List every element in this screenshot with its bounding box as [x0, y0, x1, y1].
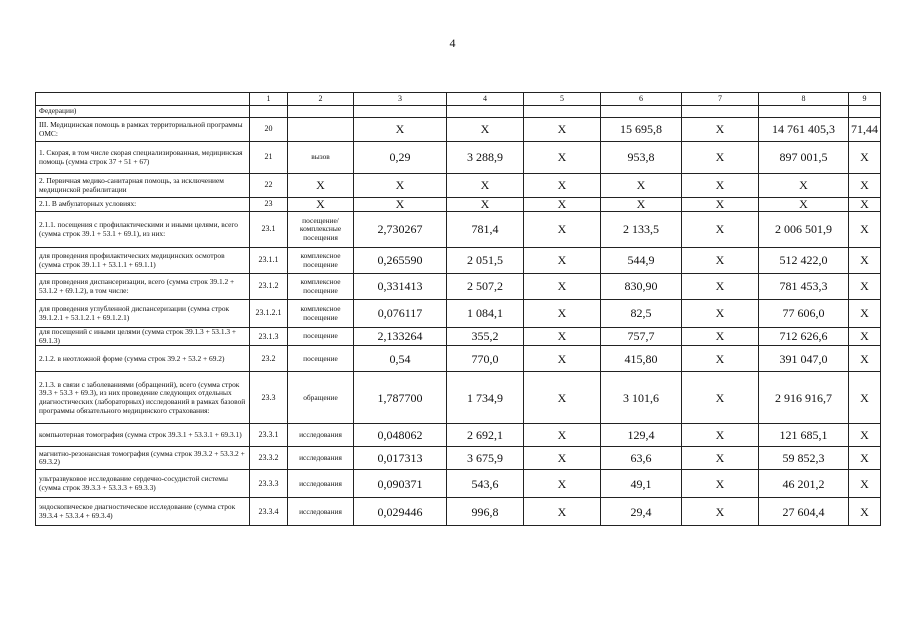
- cell-unit: посещение/ комплексные посещения: [288, 212, 354, 248]
- cell-col-9: X: [849, 470, 881, 498]
- cell-col-4: 781,4: [447, 212, 524, 248]
- cell-row-code: 20: [250, 118, 288, 142]
- cell-col-3: 0,076117: [354, 300, 447, 328]
- cell-col-8: 391 047,0: [759, 346, 849, 372]
- cell-description: для проведения профилактических медицинских осмотров (сумма строк 39.1.1 + 53.1.1 + 69.1.1): [36, 248, 250, 274]
- cell-row-code: 22: [250, 174, 288, 198]
- cell-col-3: 0,017313: [354, 447, 447, 470]
- table-row: [36, 198, 881, 212]
- cell-row-code: 23.2: [250, 346, 288, 372]
- cell-col-8: X: [759, 174, 849, 198]
- cell-col-9: X: [849, 174, 881, 198]
- cell-col-3: X: [354, 198, 447, 212]
- cell-col-8: 59 852,3: [759, 447, 849, 470]
- cell-col-5: X: [524, 424, 601, 447]
- cell-col-9: 71,44: [849, 118, 881, 142]
- cell-col-6: 29,4: [601, 498, 682, 526]
- table-row: [36, 447, 881, 470]
- cell-col-3: X: [354, 118, 447, 142]
- cell-unit: посещение: [288, 328, 354, 346]
- cell-unit: X: [288, 198, 354, 212]
- cell-unit: [288, 118, 354, 142]
- cell-description: ультразвуковое исследование сердечно-сосудистой системы (сумма строк 39.3.3 + 53.3.3 + 69.3.3): [36, 470, 250, 498]
- cell-col-7: X: [682, 498, 759, 526]
- cell-row-code: 23.3.3: [250, 470, 288, 498]
- page-number: 4: [449, 36, 456, 50]
- cell-col-8: X: [759, 198, 849, 212]
- cell-col-3: 0,090371: [354, 470, 447, 498]
- cell-col-4: 770,0: [447, 346, 524, 372]
- cell-col-6: 49,1: [601, 470, 682, 498]
- cell-col-5: X: [524, 498, 601, 526]
- cell-col-8: 121 685,1: [759, 424, 849, 447]
- table-row: [36, 106, 881, 118]
- cell-row-code: 23.1.3: [250, 328, 288, 346]
- cell-col-4: 2 692,1: [447, 424, 524, 447]
- header-col-4: 4: [447, 93, 524, 106]
- cell-col-3: 2,133264: [354, 328, 447, 346]
- cell-col-9: X: [849, 328, 881, 346]
- cell-col-8: 77 606,0: [759, 300, 849, 328]
- table-row: [36, 248, 881, 274]
- cell-col-6: 415,80: [601, 346, 682, 372]
- cell-col-3: X: [354, 174, 447, 198]
- cell-col-7: X: [682, 328, 759, 346]
- cell-col-5: X: [524, 212, 601, 248]
- cell-col-3: 0,331413: [354, 274, 447, 300]
- cell-col-8: 14 761 405,3: [759, 118, 849, 142]
- cell-col-7: X: [682, 174, 759, 198]
- cell-col-7: X: [682, 470, 759, 498]
- cell-col-4: 996,8: [447, 498, 524, 526]
- cell-row-code: 23.1.1: [250, 248, 288, 274]
- cell-col-6: 2 133,5: [601, 212, 682, 248]
- cell-col-3: 0,048062: [354, 424, 447, 447]
- cell-description: для проведения углубленной диспансеризации (сумма строк 39.1.2.1 + 53.1.2.1 + 69.1.2.1): [36, 300, 250, 328]
- cell-col-3: 0,265590: [354, 248, 447, 274]
- cell-col-3: [354, 106, 447, 118]
- cell-col-9: X: [849, 300, 881, 328]
- cell-col-4: X: [447, 198, 524, 212]
- cell-col-7: X: [682, 212, 759, 248]
- table-row: [36, 274, 881, 300]
- cell-col-9: X: [849, 248, 881, 274]
- header-col-8: 8: [759, 93, 849, 106]
- cell-row-code: 23: [250, 198, 288, 212]
- cell-col-5: X: [524, 274, 601, 300]
- cell-col-6: 830,90: [601, 274, 682, 300]
- cell-col-3: 2,730267: [354, 212, 447, 248]
- cell-col-7: X: [682, 300, 759, 328]
- cell-col-9: X: [849, 424, 881, 447]
- header-col-9: 9: [849, 93, 881, 106]
- cell-col-8: 2 916 916,7: [759, 372, 849, 424]
- cell-col-8: 897 001,5: [759, 142, 849, 174]
- cell-description: III. Медицинская помощь в рамках территориальной программы ОМС:: [36, 118, 250, 142]
- table-row: [36, 372, 881, 424]
- cell-col-7: X: [682, 372, 759, 424]
- table-row: [36, 328, 881, 346]
- cell-col-8: 2 006 501,9: [759, 212, 849, 248]
- cell-col-6: 953,8: [601, 142, 682, 174]
- cell-description: Федерации): [36, 106, 250, 118]
- cell-col-3: 0,29: [354, 142, 447, 174]
- table-row: [36, 142, 881, 174]
- cell-col-7: X: [682, 118, 759, 142]
- cell-description: для посещений с иными целями (сумма строк 39.1.3 + 53.1.3 + 69.1.3): [36, 328, 250, 346]
- cell-row-code: 23.1: [250, 212, 288, 248]
- table-row: [36, 346, 881, 372]
- cell-unit: исследования: [288, 498, 354, 526]
- cell-unit: [288, 106, 354, 118]
- cell-col-5: X: [524, 346, 601, 372]
- cell-col-5: X: [524, 248, 601, 274]
- cell-unit: комплексное посещение: [288, 248, 354, 274]
- cell-description: эндоскопическое диагностическое исследование (сумма строк 39.3.4 + 53.3.4 + 69.3.4): [36, 498, 250, 526]
- cell-description: 2.1.2. в неотложной форме (сумма строк 39.2 + 53.2 + 69.2): [36, 346, 250, 372]
- cell-col-5: X: [524, 447, 601, 470]
- cell-unit: исследования: [288, 470, 354, 498]
- cell-row-code: 23.1.2.1: [250, 300, 288, 328]
- cell-col-6: [601, 106, 682, 118]
- cell-col-3: 1,787700: [354, 372, 447, 424]
- header-unit: 2: [288, 93, 354, 106]
- cell-col-7: X: [682, 142, 759, 174]
- cell-col-9: X: [849, 447, 881, 470]
- cell-col-4: 2 051,5: [447, 248, 524, 274]
- cell-row-code: 23.3.2: [250, 447, 288, 470]
- cell-col-7: [682, 106, 759, 118]
- cell-description: 2.1.3. в связи с заболеваниями (обращений), всего (сумма строк 39.3 + 53.3 + 69.3), из них проведение следующих отдельных диагностических (лабораторных) исследований в рамках базовой программы обязательного медицинского страхования:: [36, 372, 250, 424]
- cell-row-code: 23.1.2: [250, 274, 288, 300]
- cell-col-5: X: [524, 470, 601, 498]
- cell-col-4: 1 084,1: [447, 300, 524, 328]
- cell-col-4: X: [447, 118, 524, 142]
- cell-unit: обращение: [288, 372, 354, 424]
- table-row: [36, 498, 881, 526]
- cell-col-6: X: [601, 198, 682, 212]
- cell-col-6: 82,5: [601, 300, 682, 328]
- cell-col-8: 781 453,3: [759, 274, 849, 300]
- cell-col-5: X: [524, 174, 601, 198]
- cell-col-7: X: [682, 424, 759, 447]
- cell-row-code: 23.3.1: [250, 424, 288, 447]
- cell-col-9: X: [849, 142, 881, 174]
- cell-col-6: 15 695,8: [601, 118, 682, 142]
- cell-col-7: X: [682, 198, 759, 212]
- cell-col-6: 757,7: [601, 328, 682, 346]
- cell-col-9: X: [849, 274, 881, 300]
- cell-col-4: X: [447, 174, 524, 198]
- cell-col-7: X: [682, 248, 759, 274]
- cell-col-8: 712 626,6: [759, 328, 849, 346]
- cell-col-5: X: [524, 372, 601, 424]
- cell-unit: X: [288, 174, 354, 198]
- cell-col-5: X: [524, 328, 601, 346]
- cell-row-code: 23.3.4: [250, 498, 288, 526]
- cell-col-7: X: [682, 274, 759, 300]
- cell-col-8: [759, 106, 849, 118]
- header-row-code: 1: [250, 93, 288, 106]
- cell-col-9: X: [849, 346, 881, 372]
- header-row: [36, 93, 881, 106]
- cell-col-7: X: [682, 346, 759, 372]
- cell-description: магнитно-резонансная томография (сумма строк 39.3.2 + 53.3.2 + 69.3.2): [36, 447, 250, 470]
- cell-col-3: 0,029446: [354, 498, 447, 526]
- cell-row-code: 23.3: [250, 372, 288, 424]
- cell-col-3: 0,54: [354, 346, 447, 372]
- cell-col-5: X: [524, 142, 601, 174]
- header-col-6: 6: [601, 93, 682, 106]
- header-col-7: 7: [682, 93, 759, 106]
- cell-col-8: 512 422,0: [759, 248, 849, 274]
- header-col-5: 5: [524, 93, 601, 106]
- header-col-3: 3: [354, 93, 447, 106]
- cell-description: 1. Скорая, в том числе скорая специализированная, медицинская помощь (сумма строк 37 + 51 + 67): [36, 142, 250, 174]
- table-row: [36, 118, 881, 142]
- cell-col-9: X: [849, 198, 881, 212]
- table-row: [36, 212, 881, 248]
- table-row: [36, 424, 881, 447]
- cell-col-8: 27 604,4: [759, 498, 849, 526]
- cell-col-4: 1 734,9: [447, 372, 524, 424]
- cell-col-4: [447, 106, 524, 118]
- cell-col-9: X: [849, 372, 881, 424]
- cell-col-4: 543,6: [447, 470, 524, 498]
- cell-unit: комплексное посещение: [288, 274, 354, 300]
- cell-col-6: 129,4: [601, 424, 682, 447]
- cell-col-9: X: [849, 498, 881, 526]
- cell-unit: посещение: [288, 346, 354, 372]
- cell-col-6: 544,9: [601, 248, 682, 274]
- cell-col-7: X: [682, 447, 759, 470]
- cell-description: 2.1.1. посещения с профилактическими и иными целями, всего (сумма строк 39.1 + 53.1 + 69.1), из них:: [36, 212, 250, 248]
- data-table: [35, 92, 881, 526]
- cell-col-5: X: [524, 118, 601, 142]
- cell-description: 2.1. В амбулаторных условиях:: [36, 198, 250, 212]
- cell-col-9: X: [849, 212, 881, 248]
- cell-col-6: 3 101,6: [601, 372, 682, 424]
- cell-col-5: [524, 106, 601, 118]
- table-row: [36, 470, 881, 498]
- cell-unit: исследования: [288, 424, 354, 447]
- cell-unit: исследования: [288, 447, 354, 470]
- cell-unit: вызов: [288, 142, 354, 174]
- cell-col-4: 355,2: [447, 328, 524, 346]
- table-row: [36, 300, 881, 328]
- cell-col-4: 3 675,9: [447, 447, 524, 470]
- cell-col-4: 3 288,9: [447, 142, 524, 174]
- cell-description: 2. Первичная медико-санитарная помощь, за исключением медицинской реабилитации: [36, 174, 250, 198]
- cell-col-9: [849, 106, 881, 118]
- cell-col-6: 63,6: [601, 447, 682, 470]
- cell-col-5: X: [524, 300, 601, 328]
- cell-col-6: X: [601, 174, 682, 198]
- table-row: [36, 174, 881, 198]
- cell-unit: комплексное посещение: [288, 300, 354, 328]
- header-description: [36, 93, 250, 106]
- cell-col-5: X: [524, 198, 601, 212]
- cell-col-8: 46 201,2: [759, 470, 849, 498]
- cell-row-code: [250, 106, 288, 118]
- cell-description: компьютерная томография (сумма строк 39.3.1 + 53.3.1 + 69.3.1): [36, 424, 250, 447]
- cell-description: для проведения диспансеризации, всего (сумма строк 39.1.2 + 53.1.2 + 69.1.2), в том числе:: [36, 274, 250, 300]
- cell-col-4: 2 507,2: [447, 274, 524, 300]
- cell-row-code: 21: [250, 142, 288, 174]
